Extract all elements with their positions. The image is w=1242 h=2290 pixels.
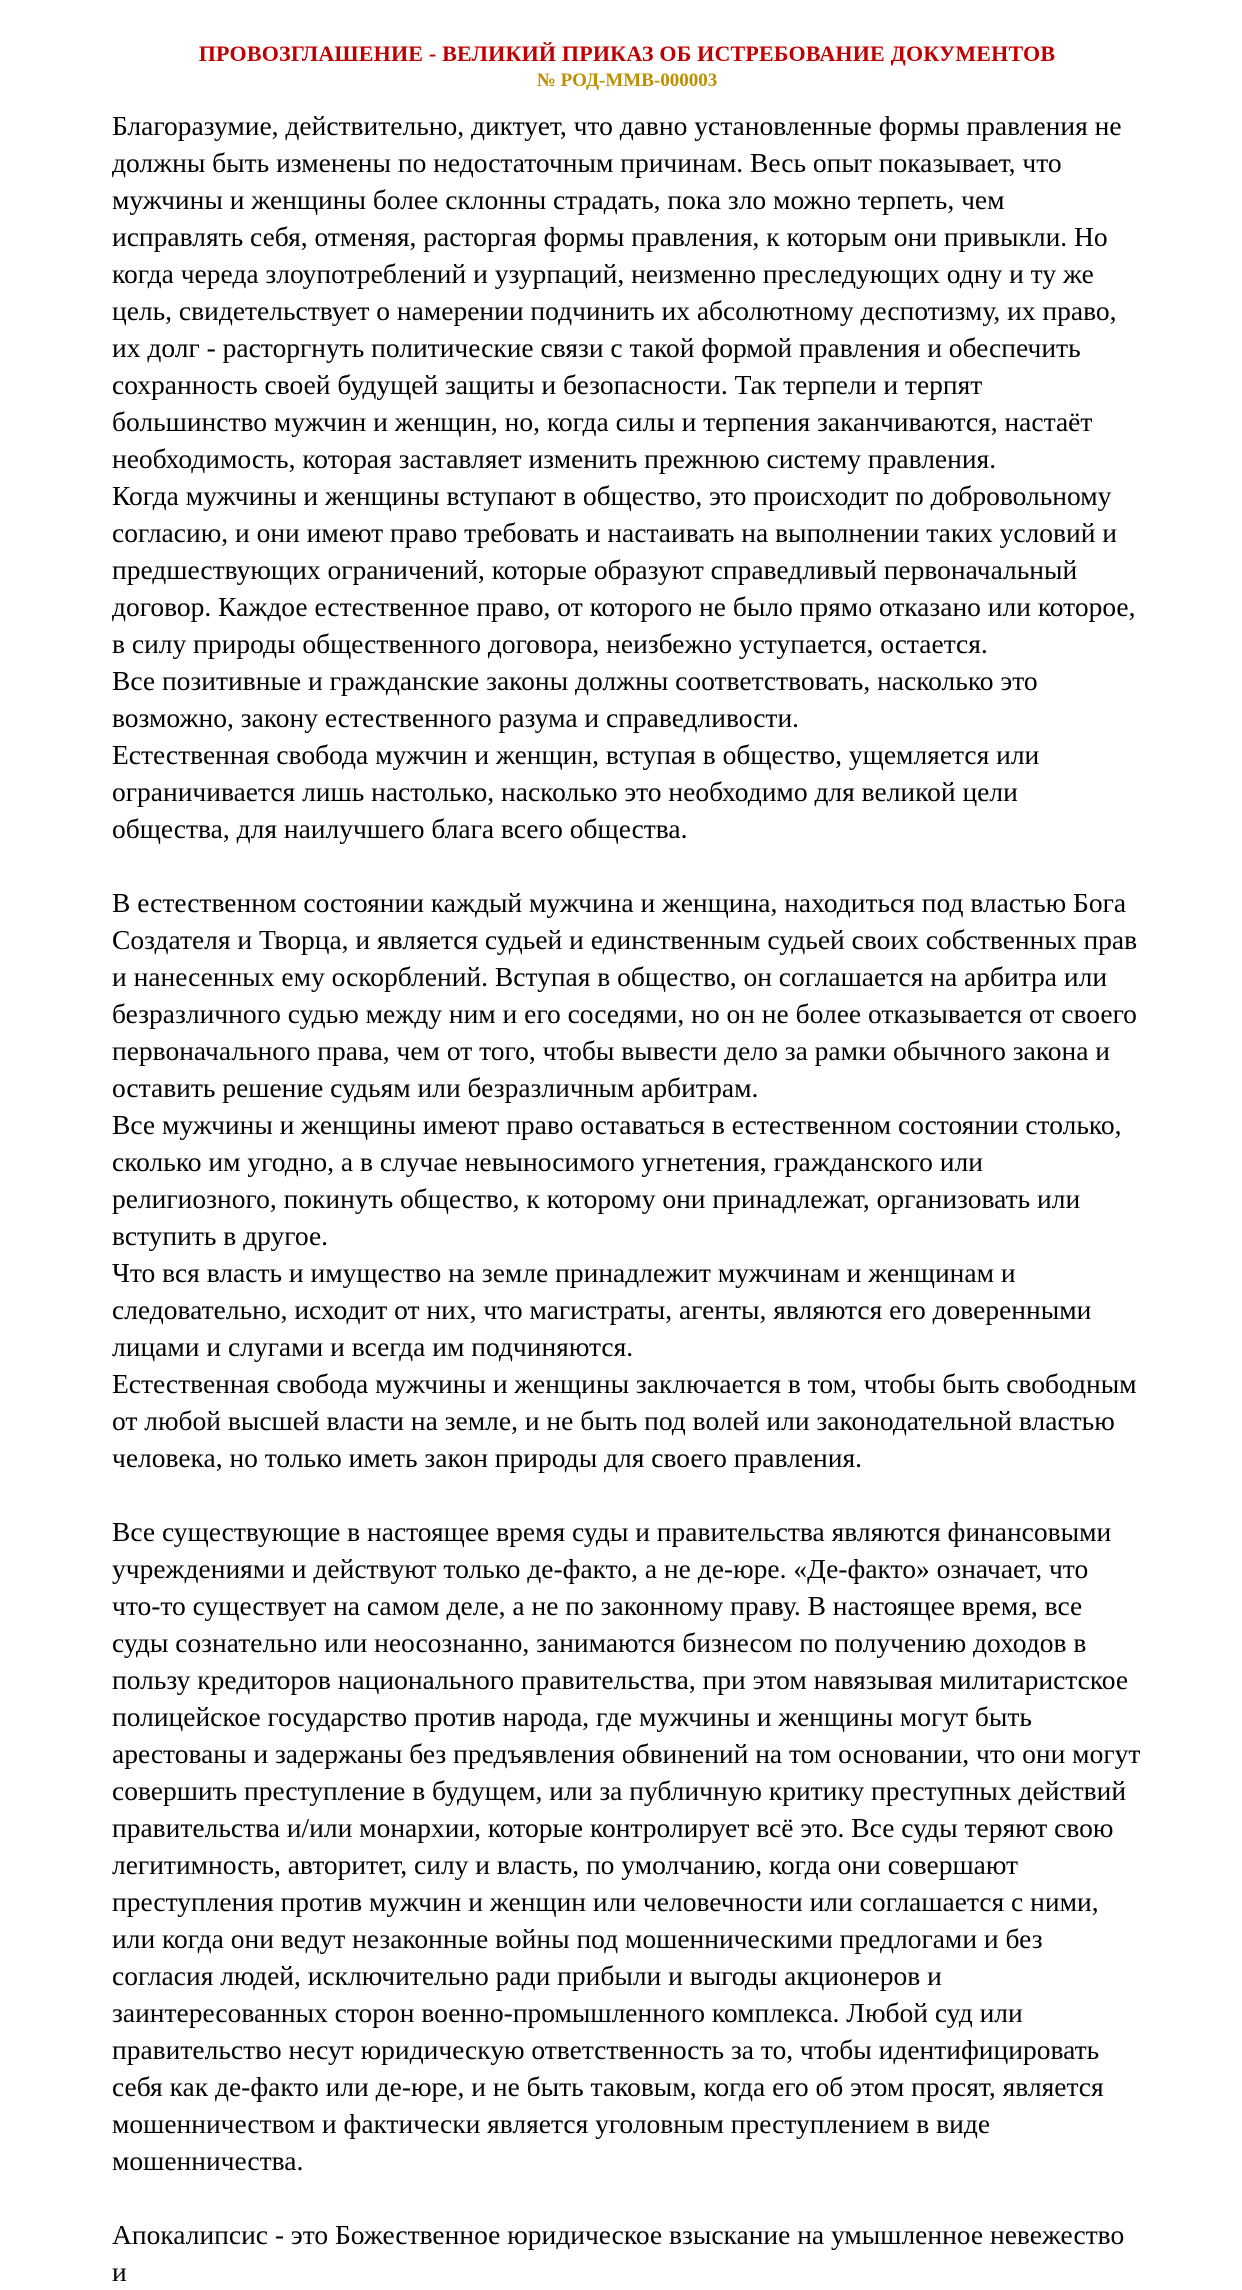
body-paragraph: Благоразумие, действительно, диктует, что давно установленные формы правления не должны быть изменены по недостаточным причинам. Весь опыт показывает, что мужчины и женщины более склонны страдать, пока зло можно терпеть, чем исправлять себя, отменяя, расторгая формы правления, к которым они привыкли. Но когда череда злоупотреблений и узурпаций, неизменно преследующих одну и ту же цель, свидетельствует о намерении подчинить их абсолютному деспотизму, их право, их долг - расторгнуть политические связи с такой формой правления и обеспечить сохранность своей будущей защиты и безопасности. Так терпели и терпят большинство мужчин и женщин, но, когда силы и терпения заканчиваются, настаёт необходимость, которая заставляет изменить прежнюю систему правления.	[112, 110, 1122, 474]
body-paragraph: Когда мужчины и женщины вступают в общество, это происходит по добровольному согласию, и они имеют право требовать и настаивать на выполнении таких условий и предшествующих ограничений, которые образуют справедливый первоначальный договор. Каждое естественное право, от которого не было прямо отказано или которое, в силу природы общественного договора, неизбежно уступается, остается.	[112, 480, 1136, 659]
body-paragraph: Все позитивные и гражданские законы должны соответствовать, насколько это возможно, закону естественного разума и справедливости.	[112, 665, 1038, 733]
body-paragraph: В естественном состоянии каждый мужчина и женщина, находиться под властью Бога Создателя и Творца, и является судьей и единственным судьей своих собственных прав и нанесенных ему оскорблений. Вступая в общество, он соглашается на арбитра или безразличного судью между ним и его соседями, но он не более отказывается от своего первоначального права, чем от того, чтобы вывести дело за рамки обычного закона и оставить решение судьям или безразличным арбитрам.	[112, 887, 1138, 1103]
body-paragraph: Естественная свобода мужчин и женщин, вступая в общество, ущемляется или ограничивается лишь настолько, насколько это необходимо для великой цели общества, для наилучшего блага всего общества.	[112, 739, 1040, 844]
body-paragraph: Все мужчины и женщины имеют право оставаться в естественном состоянии столько, сколько им угодно, а в случае невыносимого угнетения, гражданского или религиозного, покинуть общество, к которому они принадлежат, организовать или вступить в другое.	[112, 1109, 1122, 1251]
document-header	[112, 40, 1142, 93]
document-body	[112, 107, 1142, 2290]
body-paragraph: Естественная свобода мужчины и женщины заключается в том, чтобы быть свободным от любой высшей власти на земле, и не быть под волей или законодательной властью человека, но только иметь закон природы для своего правления.	[112, 1368, 1137, 1473]
document-title: ПРОВОЗГЛАШЕНИЕ - ВЕЛИКИЙ ПРИКАЗ ОБ ИСТРЕБОВАНИЕ ДОКУМЕНТОВ	[198, 41, 1056, 66]
body-paragraph: Что вся власть и имущество на земле принадлежит мужчинам и женщинам и следовательно, исходит от них, что магистраты, агенты, являются его доверенными лицами и слугами и всегда им подчиняются.	[112, 1257, 1092, 1362]
body-paragraph: Все существующие в настоящее время суды и правительства являются финансовыми учреждениями и действуют только де-факто, а не де-юре. «Де-факто» означает, что что-то существует на самом деле, а не по законному праву. В настоящее время, все суды сознательно или неосознанно, занимаются бизнесом по получению доходов в пользу кредиторов национального правительства, при этом навязывая милитаристское полицейское государство против народа, где мужчины и женщины могут быть арестованы и задержаны без предъявления обвинений на том основании, что они могут совершить преступление в будущем, или за публичную критику преступных действий правительства и/или монархии, которые контролирует всё это. Все суды теряют свою легитимность, авторитет, силу и власть, по умолчанию, когда они совершают преступления против мужчин и женщин или человечности или соглашается с ними, или когда они ведут незаконные войны под мошенническими предлогами и без согласия людей, исключительно ради прибыли и выгоды акционеров и заинтересованных сторон военно-промышленного комплекса. Любой суд или правительство несут юридическую ответственность за то, чтобы идентифицировать себя как де-факто или де-юре, и не быть таковым, когда его об этом просят, является мошенничеством и фактически является уголовным преступлением в виде мошенничества.	[112, 1516, 1141, 2176]
document-number: № РОД-ММВ-000003	[536, 70, 718, 91]
body-paragraph: Апокалипсис - это Божественное юридическое взыскание на умышленное невежество и	[112, 2219, 1125, 2287]
